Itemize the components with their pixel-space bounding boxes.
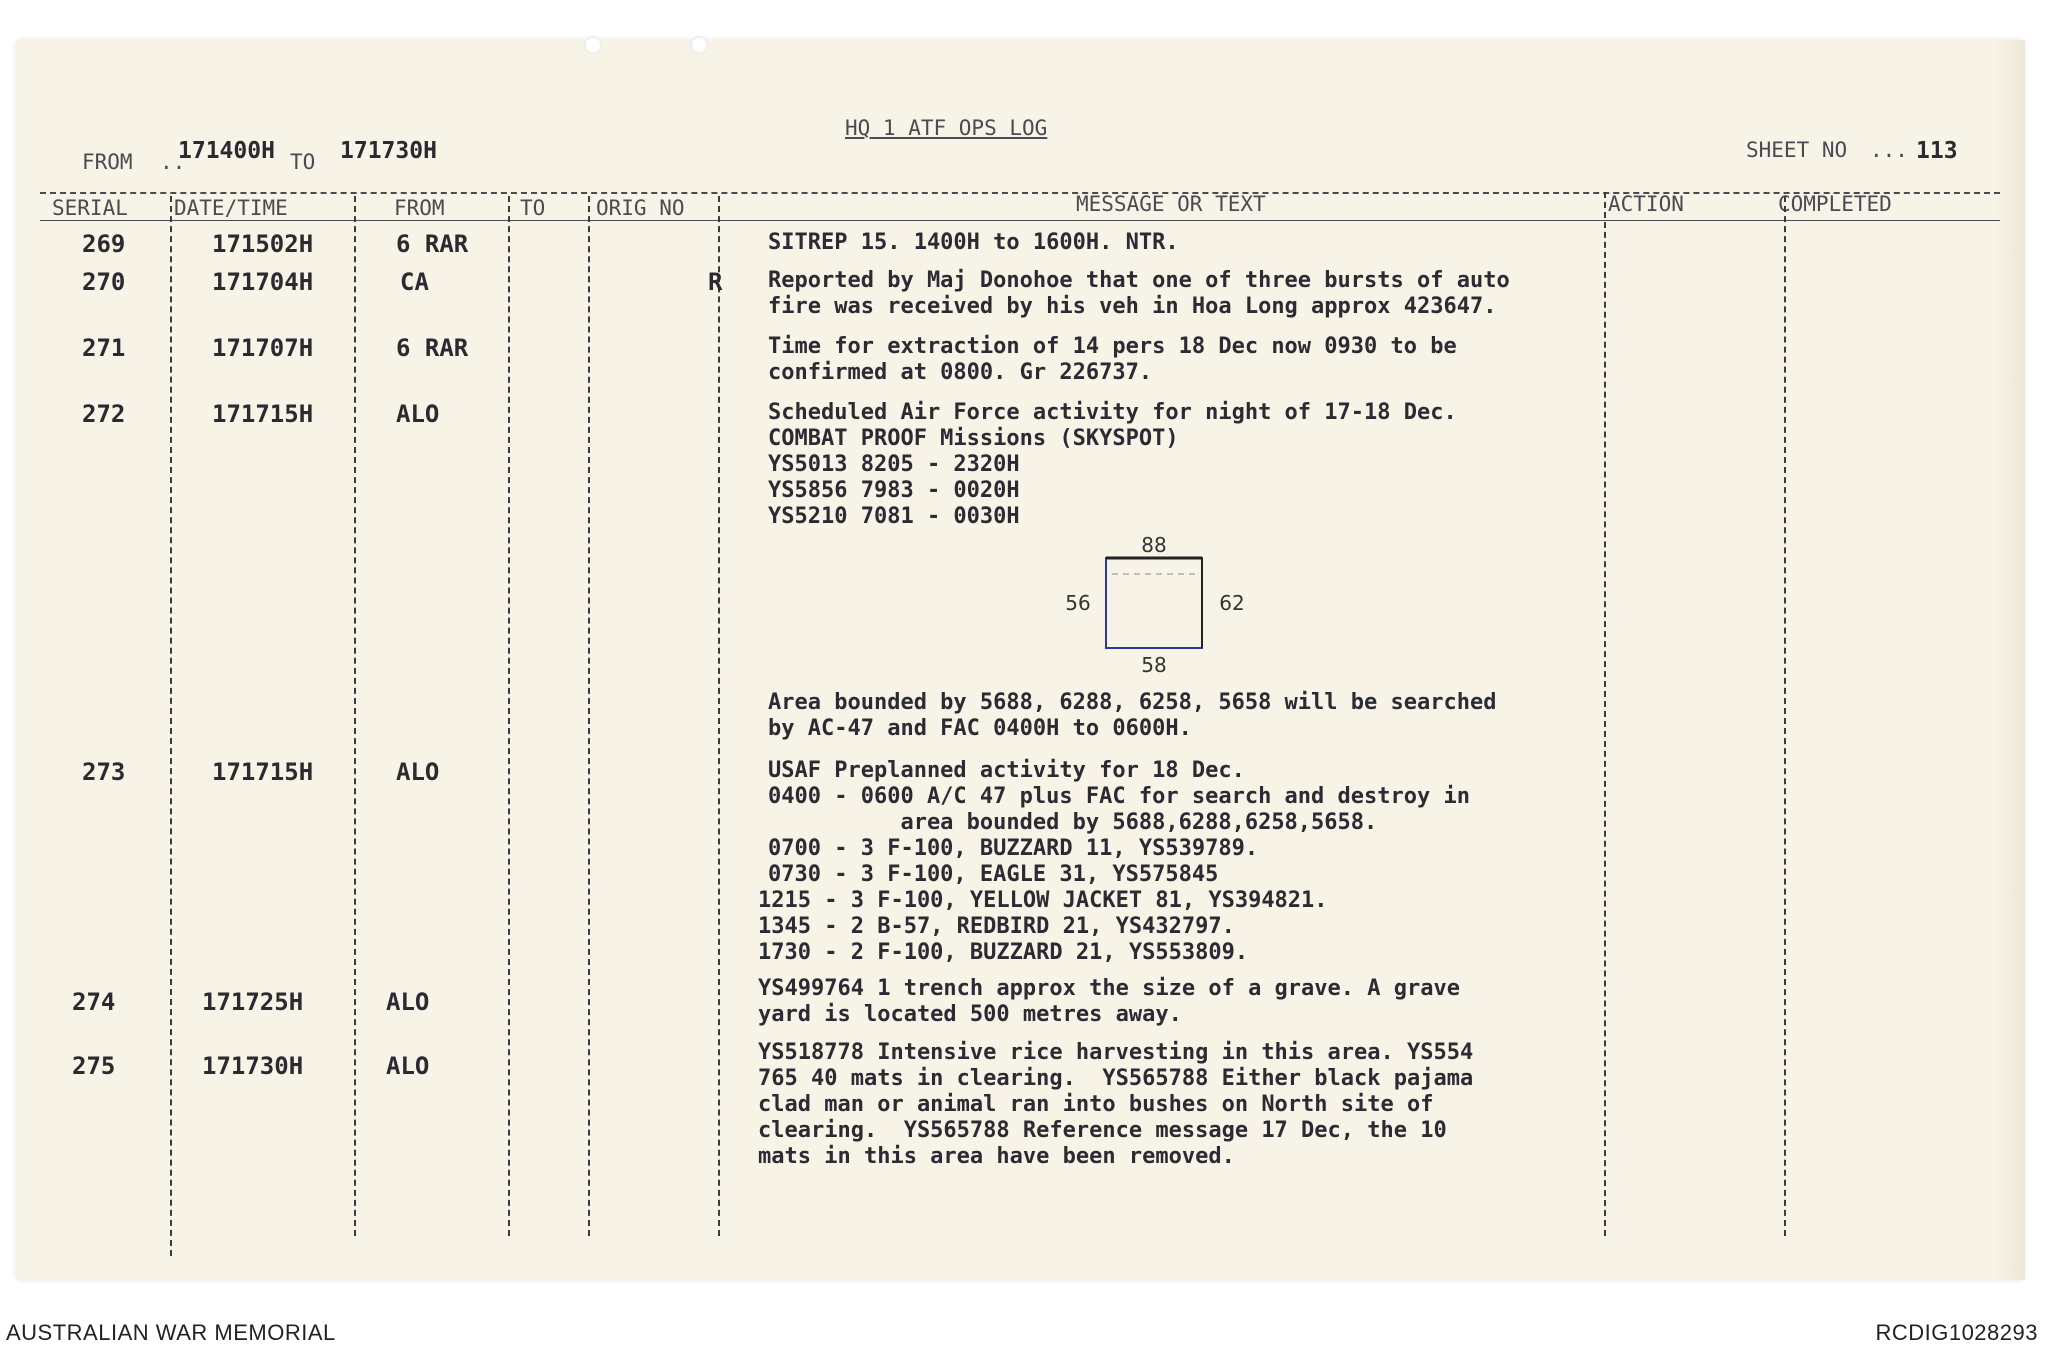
column-divider [718,196,720,1236]
entry-from: ALO [396,758,440,786]
column-divider [170,196,172,1256]
entry-message-line: clad man or animal ran into bushes on North site of [758,1092,1434,1117]
diagram-label-right: 62 [1219,591,1245,615]
diagram-label-top: 88 [1141,533,1167,557]
to-label: TO [290,150,316,174]
entry-serial: 272 [82,400,126,428]
entry-message-line: 0730 - 3 F-100, EAGLE 31, YS575845 [768,862,1219,887]
entry-message-line: by AC-47 and FAC 0400H to 0600H. [768,716,1192,741]
entry-message-line: area bounded by 5688,6288,6258,5658. [768,810,1378,835]
entry-from: ALO [386,988,430,1016]
entry-message-line: USAF Preplanned activity for 18 Dec. [768,758,1245,783]
entry-message-line: mats in this area have been removed. [758,1144,1235,1169]
entry-message-line: YS518778 Intensive rice harvesting in this area. YS554 [758,1040,1474,1065]
to-value: 171730H [340,138,437,164]
area-box [1106,558,1202,648]
entry-message-line: yard is located 500 metres away. [758,1002,1182,1027]
entry-message-line: Reported by Maj Donohoe that one of three bursts of auto [768,268,1510,293]
entry-serial: 274 [72,988,116,1016]
col-orig-no: ORIG NO [596,196,685,220]
entry-message-line: YS5856 7983 - 0020H [768,478,1020,503]
entry-serial: 270 [82,268,126,296]
entry-from: ALO [386,1052,430,1080]
entry-message-line: Scheduled Air Force activity for night of 17-18 Dec. [768,400,1457,425]
entry-datetime: 171704H [212,268,314,296]
entry-message-line: 1345 - 2 B-57, REDBIRD 21, YS432797. [758,914,1235,939]
sheet-label: SHEET NO [1746,138,1848,162]
entry-datetime: 171707H [212,334,314,362]
punch-hole [690,36,708,54]
entry-orig-no: R [708,268,723,296]
entry-message-line: SITREP 15. 1400H to 1600H. NTR. [768,230,1179,255]
header-bottom-rule [40,220,2000,221]
entry-message-line: fire was received by his veh in Hoa Long approx 423647. [768,294,1497,319]
entry-from: ALO [396,400,440,428]
from-value: 171400H [178,138,275,164]
entry-message-line: clearing. YS565788 Reference message 17 Dec, the 10 [758,1118,1447,1143]
entry-from: 6 RAR [396,334,469,362]
column-divider [508,196,510,1236]
entry-from: CA [400,268,429,296]
col-from: FROM [394,196,445,220]
col-completed: COMPLETED [1778,192,1892,216]
column-divider [588,196,590,1236]
punch-hole [584,36,602,54]
entry-serial: 269 [82,230,126,258]
entry-datetime: 171715H [212,400,314,428]
entry-message-line: 0400 - 0600 A/C 47 plus FAC for search and destroy in [768,784,1470,809]
entry-from: 6 RAR [396,230,469,258]
entry-message-line: 1730 - 2 F-100, BUZZARD 21, YS553809. [758,940,1249,965]
footer-id: RCDIG1028293 [1875,1320,2038,1345]
footer-source: AUSTRALIAN WAR MEMORIAL [6,1320,336,1345]
entry-message-line: 765 40 mats in clearing. YS565788 Either black pajama [758,1066,1474,1091]
entry-datetime: 171502H [212,230,314,258]
column-divider [1604,192,1606,1236]
entry-message-line: YS5210 7081 - 0030H [768,504,1020,529]
from-label: FROM [82,150,133,174]
col-serial: SERIAL [52,196,128,220]
entry-datetime: 171715H [212,758,314,786]
header-top-rule [40,192,2000,194]
paper-edge [1995,40,2025,1280]
col-to: TO [520,196,546,220]
entry-message-line: confirmed at 0800. Gr 226737. [768,360,1153,385]
log-title: HQ 1 ATF OPS LOG [845,116,1048,140]
column-divider [1784,196,1786,1236]
entry-message-line: Time for extraction of 14 pers 18 Dec now 0930 to be [768,334,1457,359]
col-datetime: DATE/TIME [174,196,288,220]
col-action: ACTION [1608,192,1684,216]
entry-message-line: Area bounded by 5688, 6288, 6258, 5658 will be searched [768,690,1497,715]
diagram-label-bottom: 58 [1141,653,1167,677]
entry-datetime: 171725H [202,988,304,1016]
entry-serial: 275 [72,1052,116,1080]
sheet-value: 113 [1916,138,1958,164]
area-diagram [1056,528,1256,678]
entry-message-line: YS499764 1 trench approx the size of a grave. A grave [758,976,1460,1001]
entry-serial: 271 [82,334,126,362]
entry-message-line: COMBAT PROOF Missions (SKYSPOT) [768,426,1179,451]
entry-datetime: 171730H [202,1052,304,1080]
entry-message-line: 1215 - 3 F-100, YELLOW JACKET 81, YS394821. [758,888,1328,913]
entry-message-line: YS5013 8205 - 2320H [768,452,1020,477]
entry-serial: 273 [82,758,126,786]
col-message: MESSAGE OR TEXT [1076,192,1266,216]
entry-message-line: 0700 - 3 F-100, BUZZARD 11, YS539789. [768,836,1259,861]
column-divider [354,196,356,1236]
diagram-label-left: 56 [1065,591,1091,615]
